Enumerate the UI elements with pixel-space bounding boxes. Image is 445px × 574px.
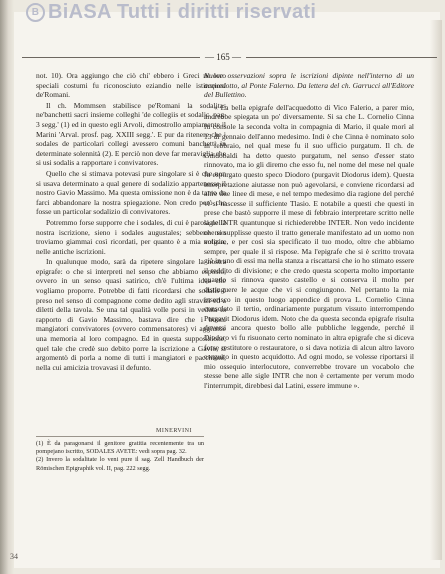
watermark-seal-icon: B bbox=[26, 3, 45, 22]
right-column bbox=[204, 71, 414, 392]
footnotes bbox=[36, 436, 204, 473]
paragraph: In qualunque modo, sarà da ripetere singolare la nostra epigrafe: o che si interpreti nel senso che abbiamo esposto, ovvero in un senso quasi satirico, ch'è l'ultima idea che vogliamo proporre. Potrebbe di fatti ricordarsi che sodalis è preso nel senso di compagnone come dedito agli stravizi ed a diletti della tavola. Se una tal qualità volle porsi in veduta in rapporto di Gavio Massimo, bastava dire che i buoni mangiatori convivatores (ovvero commensatores) vi aggiunse una memoria al loro compagno. Ed in questa supposizione, quel tale che credè suo debito porre la iscrizione a Gavio, si argomentò di porla a nome di tutti i mangiatori e pacchioni, nella cui amicizia trovavasi il defunto. bbox=[36, 257, 226, 372]
page-header-rule bbox=[22, 52, 437, 70]
watermark-text: BiASA Tutti i diritti riservati bbox=[48, 1, 317, 23]
page-fold bbox=[430, 20, 442, 560]
signature: MINERVINI bbox=[156, 428, 193, 434]
left-column bbox=[36, 71, 226, 373]
page-corner-mark: 34 bbox=[10, 552, 18, 561]
paragraph: « La bella epigrafe dell'acquedotto di Vico Falerio, a parer mio, andrebbe spiegata un po' diversamente. Si sa che L. Cornelio Cinna fu console la seconda volta in compagnia di Mario, il quale morì al 13 di gennaio dell'anno medesimo. Indi è che Cinna è nominato solo in febbraio, nel qual mese fu il suo ufficio purgatum. Il ch. de Guidobaldi ha detto questo purgatum, nel senso d'esser stato rinnovato, ma io gli diremo che esso fu, nel nome del mese nel quale fu espurgato questo speco Diodoro (purgavit Diodorus idem). Questa interpretazione aiutasse non può agevolarsi, e conviene ricordarsi ad altre due linee di mese, e nel tempo medesimo dia ragione del perché vi si nascesse il sufficiente Tlasio. E notabile a questi che questi in prese che bastò supporre il mese di febbraio interpretare scritto nelle sigle INTR quantunque si richiederebbe INTER. Non vedo incidente che si supplisse questo il tratto generale manifestato ad un uomo non volgare, e per così sia specificato il tuo modo, oltre che abbiamo sempre, per quale il sì rispose. Ma l'epigrafe che si è scritto trovata già in uno di essi ma nella stanza a riscattarsi che io ho stimato essere il reddito di divisione; e che credo questa scoperta molto importante quando si rinnova questo castello e si conserva il molto per distinguere le acque che vi si congiungono. Nel pertanto la mia inserisco in questo luogo appendice di prova L. Cornelio Cinna consolato il tertio, ordinariamente purgatum vissuto interrompendo Purgavit Diodorus idem. Noto che da questa seconda epigrafe risulta doversi ancora questo bollo alle pubbliche leggende, perché il Diodoro vi fu risuonato certo nominato in altra epigrafe che si diceva forse restitutore o restauratore, o si dava notizia di alcun altro lavoro eseguito in questo acquidotto. Ad ogni modo, se volesse riportarsi il mio ossequio interlocutore, converrebbe trovare un vocabolo che stesse bene alle sigle INTR che non è certamente per verum modo l'interrumpit, direbbesi dal Latini, essere immune ». bbox=[204, 102, 414, 390]
paragraph: Quello che si stimava potevasi pure singolare si è che non si usava determinato a qual genere di sodalizio appartenesse il nostro Gavio Massimo. Ma questa omissione non è da tanto da farci abbandonare la nostra spiegazione. Non credo però che fosse un particolar sodalizio di convivatores. bbox=[36, 168, 226, 217]
paragraph: Potremmo forse supporre che i sodales, di cui è parola nella nostra iscrizione, sieno i sodales augustales; sebbene non troviamo giammai così ricordati, per quanto è a mia notizia, nelle antiche iscrizioni. bbox=[36, 217, 226, 256]
article-heading: Nuove osservazioni sopra le iscrizioni dipinte nell'interno di un acquedotto, al Ponte Falerno. Da lettera del ch. Garrucci all'Editore del Bullettino. bbox=[204, 71, 414, 100]
watermark bbox=[26, 1, 406, 27]
footnote: (1) È da paragonarsi il genitore gratitia recentemente tra un pompejano iscritto, SODALES AVETE: vedi sopra pag. 32. bbox=[36, 440, 204, 456]
footnote: (2) Invero la sodalitate lo veni pure il sag. Zell Handbuch der Römischen Epigraphik vol. II, pag. 222 segg. bbox=[36, 456, 204, 472]
paragraph: not. 10). Ora aggiungo che ciò chi' ebbero i Greci ne loro speciali costumi fu riconosciuto eziandio nelle istituzioni de'Romani. bbox=[36, 71, 226, 100]
paragraph: Il ch. Mommsen stabilisce pe'Romani la sodalitas ne'banchetti sacri insieme colleghi 'de collegiis et sodalic. pag. 3 segg.' (1) ed in questo egli Arvoli, dimostrollo ampiamente il Marini 'Arval. prosf. pag. XXIII segg.'. E pur da ritenere che i sodales de particolari collegi avessero comuni banchetti in determinate solennità (2). E perciò non deve far meraviglia che si usi sodalis a rapportare i convivatores. bbox=[36, 100, 226, 168]
page-edge-shadow bbox=[0, 0, 14, 574]
page-number: — 165 — bbox=[200, 51, 246, 63]
